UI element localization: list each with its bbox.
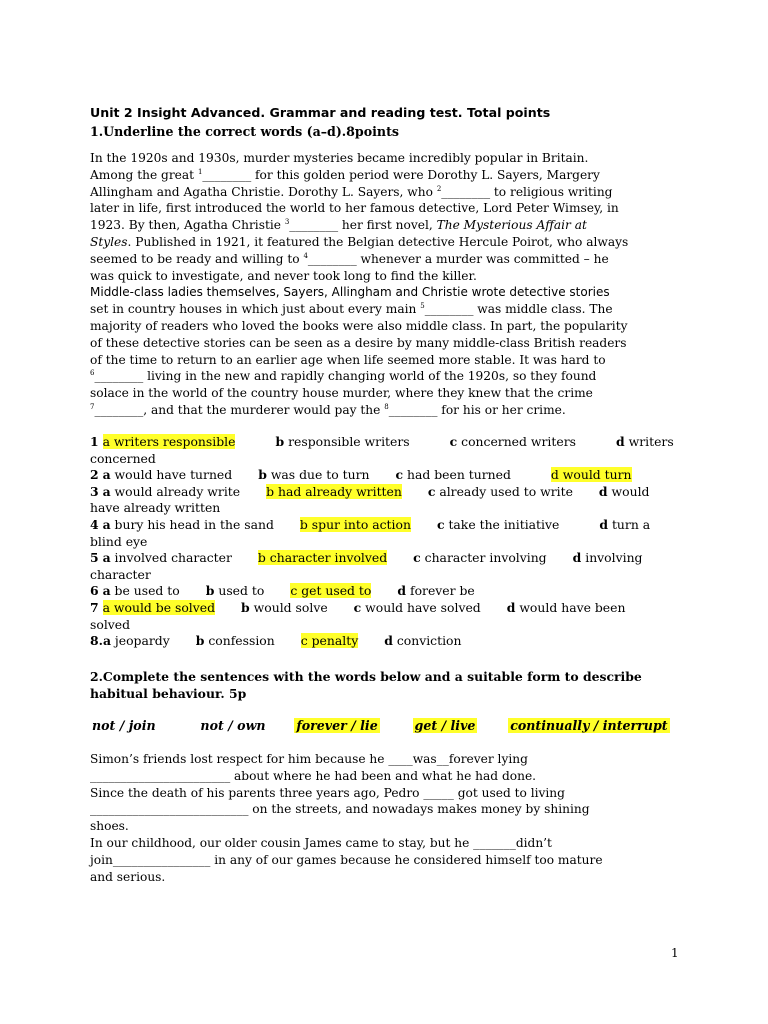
answer-row: 4 a bury his head in the sand b spur into action c take the initiative d turn a: [90, 516, 651, 532]
passage-line: solace in the world of the country house murder, where they knew that the crime: [90, 386, 593, 401]
word-bank-item: continually / interrupt: [510, 718, 668, 733]
answer-row-continued: solved: [90, 616, 131, 632]
word-bank-item: forever / lie: [296, 718, 378, 733]
sentence-line: _______________________ about where he had been and what he had done.: [90, 768, 537, 783]
passage-line: was quick to investigate, and never took long to find the killer.: [90, 268, 477, 283]
passage-line: Allingham and Agatha Christie. Dorothy L. Sayers, who $^2$________ to religious writing: [90, 184, 613, 199]
word-bank-item: not / own: [200, 718, 266, 733]
sentence-line: Since the death of his parents three years ago, Pedro _____ got used to living: [90, 785, 565, 800]
selected-answer: b character involved: [257, 550, 388, 566]
passage-line: Middle-class ladies themselves, Sayers, Allingham and Christie wrote detective stories: [90, 285, 610, 300]
passage-line: Among the great $^1$________ for this golden period were Dorothy L. Sayers, Margery: [90, 167, 600, 182]
completion-sentences: [90, 751, 680, 885]
test-title: Unit 2 Insight Advanced. Grammar and reading test. Total points: [90, 105, 551, 120]
sentence-line: Simon’s friends lost respect for him because he ____was__forever lying: [90, 752, 528, 766]
passage-line: In the 1920s and 1930s, murder mysteries became incredibly popular in Britain.: [90, 151, 589, 165]
page-number: 1: [671, 946, 679, 960]
answer-row-continued: have already written: [90, 500, 221, 516]
section1-heading: 1.Underline the correct words (a–d).8points: [90, 124, 399, 139]
answer-row: 3 a would already write b had already written c already used to write d would: [90, 483, 650, 499]
book-title: Styles: [90, 234, 128, 249]
passage-line: Styles. Published in 1921, it featured the Belgian detective Hercule Poirot, who always: [90, 234, 629, 249]
passage-line: $^7$________, and that the murderer would pay the $^8$________ for his or her crime.: [90, 402, 566, 417]
sentence-line: In our childhood, our older cousin James came to stay, but he _______didn’t: [90, 835, 552, 850]
answer-row: 1 a writers responsible b responsible writers c concerned writers d writers: [90, 434, 674, 449]
passage-line: of the time to return to an earlier age when life seemed more stable. It was hard to: [90, 352, 606, 367]
answer-row-continued: blind eye: [90, 533, 148, 549]
answer-row: 2 a would have turned b was due to turn c had been turned d would turn: [90, 467, 632, 483]
passage-line: set in country houses in which just about every main $^5$________ was middle class. The: [90, 302, 613, 317]
answer-row-continued: concerned: [90, 450, 156, 466]
selected-answer: c get used to: [290, 583, 372, 599]
selected-answer: a writers responsible: [102, 434, 236, 449]
sentence-line: join________________ in any of our games because he considered himself too mature: [90, 852, 603, 867]
word-bank-item: get / live: [414, 718, 476, 733]
answer-row: 8.a jeopardy b confession c penalty d conviction: [90, 633, 462, 649]
word-bank-item: not / join: [92, 718, 156, 733]
reading-passage: [90, 150, 680, 419]
selected-answer: a would be solved: [102, 599, 216, 615]
passage-line: later in life, first introduced the world to her famous detective, Lord Peter Wimsey, in: [90, 201, 619, 216]
sentence-line: and serious.: [90, 869, 166, 884]
passage-line: seemed to be ready and willing to $^4$________ whenever a murder was committed – he: [90, 251, 609, 266]
word-bank: [90, 718, 690, 733]
answer-row: 5 a involved character b character involved c character involving d involving: [90, 550, 643, 566]
passage-line: of these detective stories can be seen as a desire by many middle-class British readers: [90, 335, 627, 350]
answer-options: [90, 434, 685, 650]
sentence-line: __________________________ on the streets, and nowadays makes money by shining: [90, 802, 590, 817]
sentence-line: shoes.: [90, 819, 129, 834]
passage-line: majority of readers who loved the books were also middle class. In part, the popularity: [90, 318, 628, 333]
section2-heading: 2.Complete the sentences with the words below and a suitable form to describe habitual behaviour. 5p: [90, 669, 642, 701]
book-title: The Mysterious Affair at: [436, 218, 587, 233]
answer-row: 7 a would be solved b would solve c would have solved d would have been: [90, 599, 626, 615]
passage-line: $^6$________ living in the new and rapidly changing world of the 1920s, so they found: [90, 369, 597, 384]
answer-row: 6 a be used to b used to c get used to d forever be: [90, 583, 475, 599]
selected-answer: b spur into action: [299, 516, 411, 532]
answer-row-continued: character: [90, 566, 151, 582]
selected-answer: d would turn: [550, 467, 632, 483]
passage-line: 1923. By then, Agatha Christie $^3$________ her first novel, The Mysterious Affair at: [90, 218, 587, 233]
selected-answer: c penalty: [300, 633, 359, 649]
selected-answer: b had already written: [266, 483, 402, 499]
